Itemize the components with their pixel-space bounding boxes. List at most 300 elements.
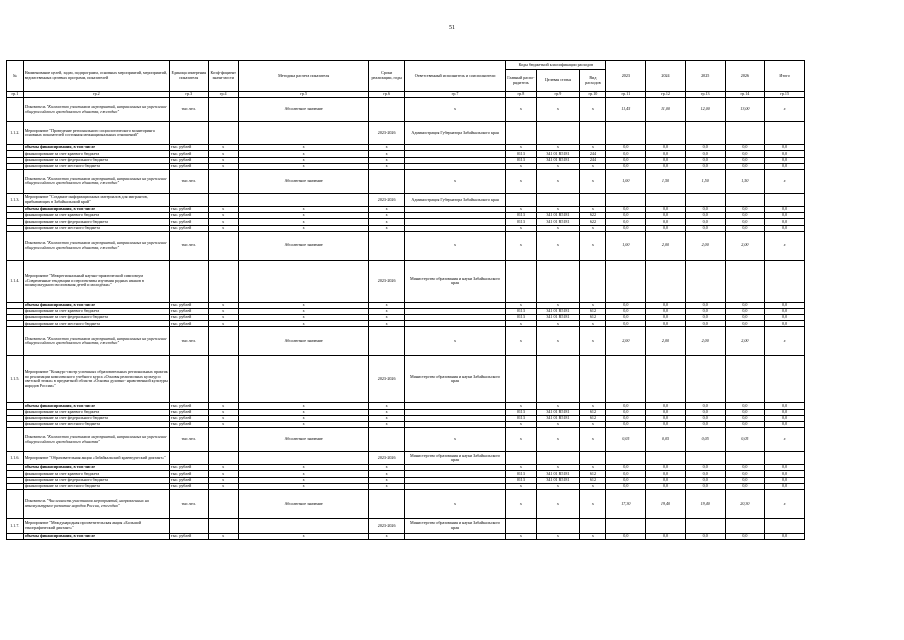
indicator-name: Показатель "Количество участников мероприятий, направленных на укрепление общероссийского гражданского единства, ежегодно"	[23, 231, 169, 260]
row-number	[7, 489, 24, 518]
vr-cell: x	[580, 489, 606, 518]
method-cell: x	[238, 321, 369, 327]
method-cell: x	[238, 415, 369, 421]
coef-cell: x	[208, 225, 238, 231]
grbs-cell: x	[506, 465, 536, 471]
amount-cell: 0,0	[725, 145, 765, 151]
unit-cell: тыс.чел.	[169, 98, 208, 122]
financing-label: финансирование за счет федерального бюджета	[23, 315, 169, 321]
executor-cell: x	[404, 327, 505, 356]
unit-cell: тыс. рублей	[169, 533, 208, 539]
grbs-cell: x	[506, 163, 536, 169]
empty-cell	[506, 260, 536, 302]
vr-cell: 622	[580, 213, 606, 219]
amount-cell: 0,0	[725, 213, 765, 219]
measure-name: Мероприятие "Проведение регионального социологического мониторинга основных показателей состояния межнациональных отношений"	[23, 122, 169, 145]
indicator-value: 19,40	[646, 489, 686, 518]
executor-cell: Администрация Губернатора Забайкальского края	[404, 193, 505, 206]
coef-cell: x	[208, 163, 238, 169]
vr-cell: 244	[580, 151, 606, 157]
table-body	[7, 98, 805, 540]
indicator-value: 1,00	[606, 169, 646, 193]
amount-cell: 0,0	[765, 315, 805, 321]
measure-row	[7, 122, 805, 145]
amount-cell: 0,0	[606, 163, 646, 169]
row-number: 1.1.3.	[7, 193, 24, 206]
csr-cell: x	[536, 489, 580, 518]
amount-cell: 0,0	[646, 145, 686, 151]
grbs-cell: x	[506, 483, 536, 489]
empty-cell	[685, 356, 725, 403]
empty-cell	[238, 518, 369, 533]
indicator-value: x	[765, 98, 805, 122]
unit-cell: тыс. рублей	[169, 157, 208, 163]
indicator-value: 1,50	[646, 169, 686, 193]
unit-cell: тыс.чел.	[169, 327, 208, 356]
amount-cell: 0,0	[685, 409, 725, 415]
vr-cell: 244	[580, 157, 606, 163]
row-number	[7, 98, 24, 122]
vr-cell: x	[580, 483, 606, 489]
amount-cell: 0,0	[765, 163, 805, 169]
csr-cell: 341 01 R5181	[536, 409, 580, 415]
empty-cell	[238, 356, 369, 403]
amount-cell: 0,0	[606, 315, 646, 321]
amount-cell: 0,0	[725, 403, 765, 409]
years-cell: x	[369, 477, 405, 483]
empty-cell	[506, 518, 536, 533]
group-number: гр.8	[506, 92, 536, 98]
method-cell: x	[238, 483, 369, 489]
method-cell: x	[238, 471, 369, 477]
empty-cell	[646, 356, 686, 403]
empty-cell	[580, 193, 606, 206]
csr-cell: x	[536, 231, 580, 260]
years-cell: x	[369, 302, 405, 308]
amount-cell: 0,0	[725, 477, 765, 483]
amount-cell: 0,0	[725, 219, 765, 225]
method-cell: Абсолютное значение	[238, 169, 369, 193]
financing-label: финансирование за счет местного бюджета	[23, 422, 169, 428]
amount-cell: 0,0	[765, 415, 805, 421]
years-cell: x	[369, 225, 405, 231]
indicator-name: Показатель "Количество участников мероприятий, направленных на укрепление общероссийского гражданского единства"	[23, 428, 169, 452]
csr-cell: x	[536, 98, 580, 122]
executor-cell: x	[404, 428, 505, 452]
financing-label: финансирование за счет краевого бюджета	[23, 409, 169, 415]
amount-cell: 0,0	[685, 321, 725, 327]
coef-cell: x	[208, 403, 238, 409]
empty-cell	[606, 260, 646, 302]
amount-cell: 0,0	[725, 302, 765, 308]
financing-label: финансирование за счет федерального бюджета	[23, 219, 169, 225]
method-cell: Абсолютное значение	[238, 327, 369, 356]
col-header-2025: 2025	[685, 61, 725, 92]
amount-cell: 0,0	[725, 483, 765, 489]
csr-cell: x	[536, 428, 580, 452]
indicator-row	[7, 489, 805, 518]
amount-cell: 0,0	[646, 533, 686, 539]
empty-cell	[238, 260, 369, 302]
amount-cell: 0,0	[606, 471, 646, 477]
indicator-name: Показатель "Количество участников мероприятий, направленных на укрепление общероссийского гражданского единства, ежегодно"	[23, 327, 169, 356]
years-cell: x	[369, 415, 405, 421]
empty-cell	[208, 356, 238, 403]
vr-cell: 612	[580, 409, 606, 415]
amount-cell: 0,0	[606, 409, 646, 415]
indicator-name: Показатель "Численность участников мероприятий, направленных на этнокультурное развитие народов России, ежегодно"	[23, 489, 169, 518]
csr-cell: x	[536, 163, 580, 169]
financing-label: финансирование за счет местного бюджета	[23, 483, 169, 489]
amount-cell: 0,0	[685, 145, 725, 151]
financing-label: финансирование за счет местного бюджета	[23, 225, 169, 231]
amount-cell: 0,0	[685, 157, 725, 163]
executor-cell: Министерство образования и науки Забайкальского края	[404, 452, 505, 465]
empty-cell	[238, 122, 369, 145]
amount-cell: 0,0	[725, 157, 765, 163]
row-number: 1.1.6.	[7, 452, 24, 465]
amount-cell: 0,0	[725, 308, 765, 314]
col-header-years: Сроки реализации, годы	[369, 61, 405, 92]
financing-label: финансирование за счет краевого бюджета	[23, 151, 169, 157]
unit-cell: тыс. рублей	[169, 163, 208, 169]
unit-cell: тыс. рублей	[169, 225, 208, 231]
years-cell: 2023-2026	[369, 356, 405, 403]
amount-cell: 0,0	[606, 206, 646, 212]
years-cell	[369, 98, 405, 122]
amount-cell: 0,0	[606, 308, 646, 314]
empty-cell	[169, 122, 208, 145]
row-number: 1.1.7.	[7, 518, 24, 533]
executor-cell: x	[404, 489, 505, 518]
coef-cell: x	[208, 533, 238, 539]
row-number	[7, 327, 24, 356]
csr-cell: 341 01 R5181	[536, 157, 580, 163]
grbs-cell: x	[506, 231, 536, 260]
unit-cell: тыс. рублей	[169, 308, 208, 314]
amount-cell: 0,0	[725, 151, 765, 157]
col-header-coef: Коэф-фициент значи-мости	[208, 61, 238, 92]
vr-cell: x	[580, 145, 606, 151]
empty-cell	[169, 193, 208, 206]
financing-label: объемы финансирования, в том числе	[23, 533, 169, 539]
vr-cell: x	[580, 163, 606, 169]
vr-cell: 612	[580, 308, 606, 314]
coef-cell: x	[208, 483, 238, 489]
csr-cell: 341 01 R5181	[536, 308, 580, 314]
coef-cell: x	[208, 151, 238, 157]
amount-cell: 0,0	[765, 308, 805, 314]
csr-cell: x	[536, 321, 580, 327]
empty-cell	[646, 193, 686, 206]
csr-cell: 341 01 R5181	[536, 151, 580, 157]
csr-cell: x	[536, 533, 580, 539]
empty-cell	[580, 260, 606, 302]
indicator-value: 0,05	[606, 428, 646, 452]
empty-cell	[765, 452, 805, 465]
executor-cell: Администрация Губернатора Забайкальского края	[404, 122, 505, 145]
group-number: гр.14	[725, 92, 765, 98]
empty-cell	[606, 518, 646, 533]
vr-cell: x	[580, 465, 606, 471]
empty-cell	[606, 193, 646, 206]
csr-cell: x	[536, 302, 580, 308]
indicator-value: x	[765, 231, 805, 260]
csr-cell: x	[536, 465, 580, 471]
empty-cell	[685, 122, 725, 145]
measure-row	[7, 193, 805, 206]
vr-cell: x	[580, 327, 606, 356]
csr-cell: x	[536, 403, 580, 409]
years-cell	[369, 428, 405, 452]
amount-cell: 0,0	[725, 415, 765, 421]
method-cell: x	[238, 163, 369, 169]
measure-name: Мероприятие "Межрегиональный научно-практический симпозиум «Современные тенденции и перспективы изучения родных языков в поликультурного воспитания детей и молодёжи»"	[23, 260, 169, 302]
empty-cell	[606, 122, 646, 145]
financing-label: объемы финансирования, в том числе	[23, 403, 169, 409]
row-number	[7, 231, 24, 260]
empty-cell	[606, 452, 646, 465]
unit-cell: тыс. рублей	[169, 483, 208, 489]
years-cell: 2023-2026	[369, 518, 405, 533]
group-number: гр.2	[23, 92, 169, 98]
amount-cell: 0,0	[685, 422, 725, 428]
amount-cell: 0,0	[685, 533, 725, 539]
amount-cell: 0,0	[765, 483, 805, 489]
col-header-method: Методика расчета показателя	[238, 61, 369, 92]
amount-cell: 0,0	[685, 403, 725, 409]
financing-label: финансирование за счет федерального бюджета	[23, 415, 169, 421]
amount-cell: 0,0	[765, 465, 805, 471]
empty-cell	[725, 518, 765, 533]
amount-cell: 0,0	[646, 219, 686, 225]
coef-cell: x	[208, 321, 238, 327]
amount-cell: 0,0	[646, 321, 686, 327]
measure-name: Мероприятие "Образовательная акция «Забайкальский краеведческий диктант»"	[23, 452, 169, 465]
empty-cell	[765, 518, 805, 533]
amount-cell: 0,0	[765, 151, 805, 157]
vr-cell: x	[580, 98, 606, 122]
years-cell: x	[369, 465, 405, 471]
indicator-value: 0,05	[646, 428, 686, 452]
years-cell: 2023-2026	[369, 193, 405, 206]
vr-cell: 612	[580, 471, 606, 477]
years-cell: x	[369, 219, 405, 225]
csr-cell: 341 01 R5181	[536, 315, 580, 321]
table-header	[7, 61, 805, 98]
measure-name: Мероприятие "Конкурс-смотр успешных образовательных региональных практик по реализации комплексного учебного курса «Основы религиозных культур и светской этики» в предметной области «Основы духовно- нравственной культуры народов России»"	[23, 356, 169, 403]
unit-cell: тыс. рублей	[169, 465, 208, 471]
coef-cell	[208, 489, 238, 518]
indicator-value: 2,00	[725, 231, 765, 260]
amount-cell: 0,0	[646, 477, 686, 483]
empty-cell	[536, 518, 580, 533]
empty-cell	[725, 260, 765, 302]
financing-label: финансирование за счет краевого бюджета	[23, 308, 169, 314]
vr-cell: x	[580, 403, 606, 409]
grbs-cell: x	[506, 225, 536, 231]
indicator-value: x	[765, 327, 805, 356]
empty-cell	[765, 193, 805, 206]
years-cell: x	[369, 483, 405, 489]
years-cell: x	[369, 403, 405, 409]
grbs-cell: 0113	[506, 151, 536, 157]
group-number: гр.12	[646, 92, 686, 98]
indicator-row	[7, 98, 805, 122]
amount-cell: 0,0	[606, 145, 646, 151]
empty-cell	[506, 452, 536, 465]
amount-cell: 0,0	[685, 465, 725, 471]
empty-cell	[646, 452, 686, 465]
amount-cell: 0,0	[646, 409, 686, 415]
amount-cell: 0,0	[606, 151, 646, 157]
empty-cell	[580, 452, 606, 465]
row-number: 1.1.4.	[7, 260, 24, 302]
col-header-2023: 2023	[606, 61, 646, 92]
grbs-cell: 0113	[506, 415, 536, 421]
empty-cell	[536, 452, 580, 465]
coef-cell: x	[208, 409, 238, 415]
indicator-value: 2,00	[725, 327, 765, 356]
vr-cell: x	[580, 422, 606, 428]
unit-cell: тыс. рублей	[169, 415, 208, 421]
method-cell: x	[238, 302, 369, 308]
method-cell: x	[238, 422, 369, 428]
empty-cell	[169, 356, 208, 403]
grbs-cell: 0113	[506, 213, 536, 219]
amount-cell: 0,0	[765, 533, 805, 539]
method-cell: x	[238, 213, 369, 219]
row-number	[7, 428, 24, 452]
amount-cell: 0,0	[606, 477, 646, 483]
grbs-cell: 0113	[506, 471, 536, 477]
years-cell: x	[369, 409, 405, 415]
csr-cell: x	[536, 225, 580, 231]
vr-cell: x	[580, 302, 606, 308]
empty-cell	[238, 452, 369, 465]
amount-cell: 0,0	[765, 403, 805, 409]
col-header-executor: Ответственный исполнитель и соисполнители	[404, 61, 505, 92]
col-header-name: Наименование целей, задач, подпрограмм, основных мероприятий, мероприятий, ведомственных целевых программ, показателей	[23, 61, 169, 92]
method-cell: x	[238, 219, 369, 225]
amount-cell: 0,0	[606, 403, 646, 409]
amount-cell: 0,0	[646, 225, 686, 231]
grbs-cell: x	[506, 302, 536, 308]
vr-cell: x	[580, 533, 606, 539]
amount-cell: 0,0	[646, 315, 686, 321]
amount-cell: 0,0	[606, 302, 646, 308]
amount-cell: 0,0	[646, 471, 686, 477]
csr-cell: 341 01 R5181	[536, 219, 580, 225]
row-number	[7, 533, 24, 539]
financing-label: объемы финансирования, в том числе	[23, 145, 169, 151]
grbs-cell: x	[506, 145, 536, 151]
unit-cell: тыс.чел.	[169, 231, 208, 260]
empty-cell	[580, 356, 606, 403]
method-cell: x	[238, 477, 369, 483]
empty-cell	[725, 452, 765, 465]
empty-cell	[208, 193, 238, 206]
grbs-cell: x	[506, 169, 536, 193]
financing-label: финансирование за счет местного бюджета	[23, 321, 169, 327]
coef-cell: x	[208, 206, 238, 212]
executor-cell: x	[404, 169, 505, 193]
amount-cell: 0,0	[685, 308, 725, 314]
coef-cell	[208, 428, 238, 452]
executor-cell: Министерство образования и науки Забайкальского края	[404, 260, 505, 302]
method-cell: x	[238, 409, 369, 415]
grbs-cell: x	[506, 422, 536, 428]
years-cell: x	[369, 321, 405, 327]
years-cell: 2023-2026	[369, 122, 405, 145]
vr-cell: x	[580, 321, 606, 327]
amount-cell: 0,0	[646, 157, 686, 163]
indicator-name: Показатель "Количество участников мероприятий, направленных на укрепление общероссийского гражданского единства, ежегодно"	[23, 169, 169, 193]
empty-cell	[208, 518, 238, 533]
unit-cell: тыс. рублей	[169, 403, 208, 409]
col-header-no: №	[7, 61, 24, 92]
grbs-cell: x	[506, 327, 536, 356]
years-cell: x	[369, 308, 405, 314]
indicator-name: Показатель "Количество участников мероприятий, направленных на укрепление общероссийского гражданского единства, ежегодно"	[23, 98, 169, 122]
financing-row	[7, 533, 805, 539]
csr-cell: x	[536, 169, 580, 193]
empty-cell	[506, 122, 536, 145]
coef-cell	[208, 169, 238, 193]
years-cell: x	[369, 157, 405, 163]
unit-cell: тыс. рублей	[169, 145, 208, 151]
amount-cell: 0,0	[765, 157, 805, 163]
indicator-value: 2,00	[606, 327, 646, 356]
indicator-value: 2,00	[646, 231, 686, 260]
empty-cell	[725, 356, 765, 403]
csr-cell: 341 01 R5181	[536, 213, 580, 219]
grbs-cell: x	[506, 98, 536, 122]
coef-cell: x	[208, 471, 238, 477]
amount-cell: 0,0	[765, 145, 805, 151]
grbs-cell: x	[506, 321, 536, 327]
amount-cell: 0,0	[765, 225, 805, 231]
grbs-cell: 0113	[506, 157, 536, 163]
coef-cell: x	[208, 157, 238, 163]
indicator-value: 2,00	[646, 327, 686, 356]
coef-cell: x	[208, 415, 238, 421]
amount-cell: 0,0	[765, 206, 805, 212]
group-number: гр.5	[238, 92, 369, 98]
amount-cell: 0,0	[725, 315, 765, 321]
years-cell: x	[369, 471, 405, 477]
method-cell: x	[238, 145, 369, 151]
vr-cell: 622	[580, 219, 606, 225]
budget-table	[6, 60, 805, 540]
coef-cell	[208, 231, 238, 260]
empty-cell	[765, 122, 805, 145]
coef-cell	[208, 327, 238, 356]
years-cell	[369, 327, 405, 356]
group-number: гр.11	[606, 92, 646, 98]
amount-cell: 0,0	[765, 477, 805, 483]
amount-cell: 0,0	[606, 219, 646, 225]
csr-cell: x	[536, 145, 580, 151]
group-number: гр.15	[765, 92, 805, 98]
years-cell: x	[369, 533, 405, 539]
amount-cell: 0,0	[685, 206, 725, 212]
col-header-csr: Целевая статья	[536, 70, 580, 92]
grbs-cell: 0113	[506, 219, 536, 225]
unit-cell: тыс.чел.	[169, 428, 208, 452]
grbs-cell: x	[506, 489, 536, 518]
amount-cell: 0,0	[606, 465, 646, 471]
